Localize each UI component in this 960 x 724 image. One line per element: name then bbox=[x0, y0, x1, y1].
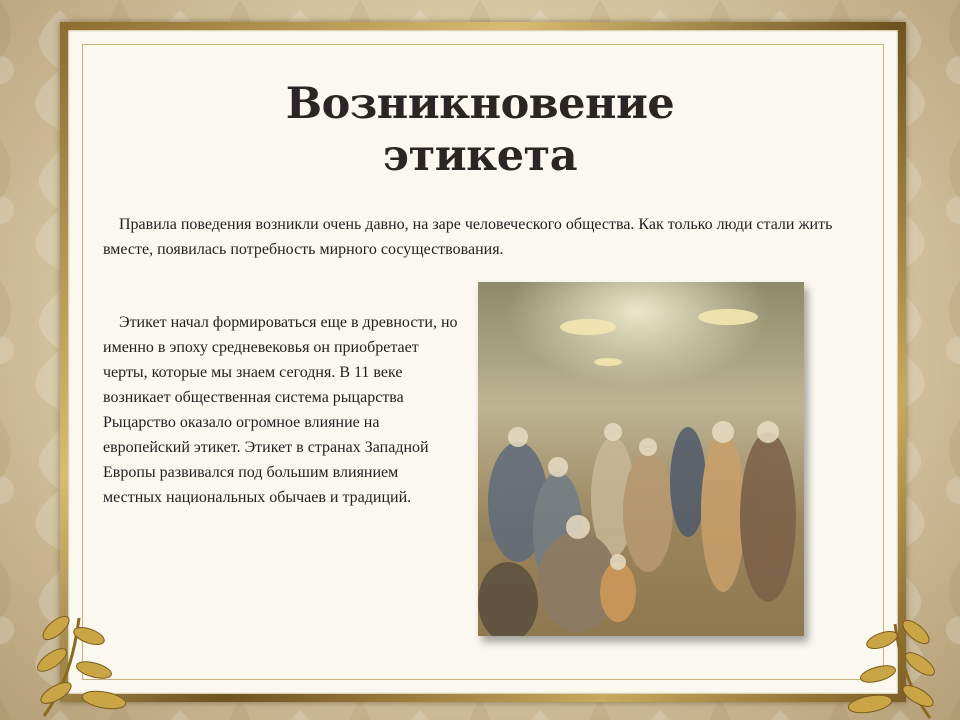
title-line-1: Возникновение bbox=[285, 79, 675, 129]
slide-title bbox=[0, 78, 960, 182]
intro-paragraph: Правила поведения возникли очень давно, на заре человеческого общества. Как только люди стали жить вместе, появилась потребность мирного сосуществования. bbox=[103, 216, 833, 258]
title-line-2: этикета bbox=[382, 131, 578, 181]
ballroom-painting bbox=[478, 282, 804, 636]
history-paragraph: Этикет начал формироваться еще в древности, но именно в эпоху средневековья он приобретает черты, которые мы знаем сегодня. В 11 веке возникает общественная система рыцарства Рыцарство оказало огромное влияние на европейский этикет. Этикет в странах Западной Европы развивался под большим влиянием местных национальных обычаев и традиций. bbox=[103, 314, 458, 506]
laurel-ornament-left bbox=[34, 598, 144, 724]
laurel-ornament-right bbox=[830, 606, 940, 724]
